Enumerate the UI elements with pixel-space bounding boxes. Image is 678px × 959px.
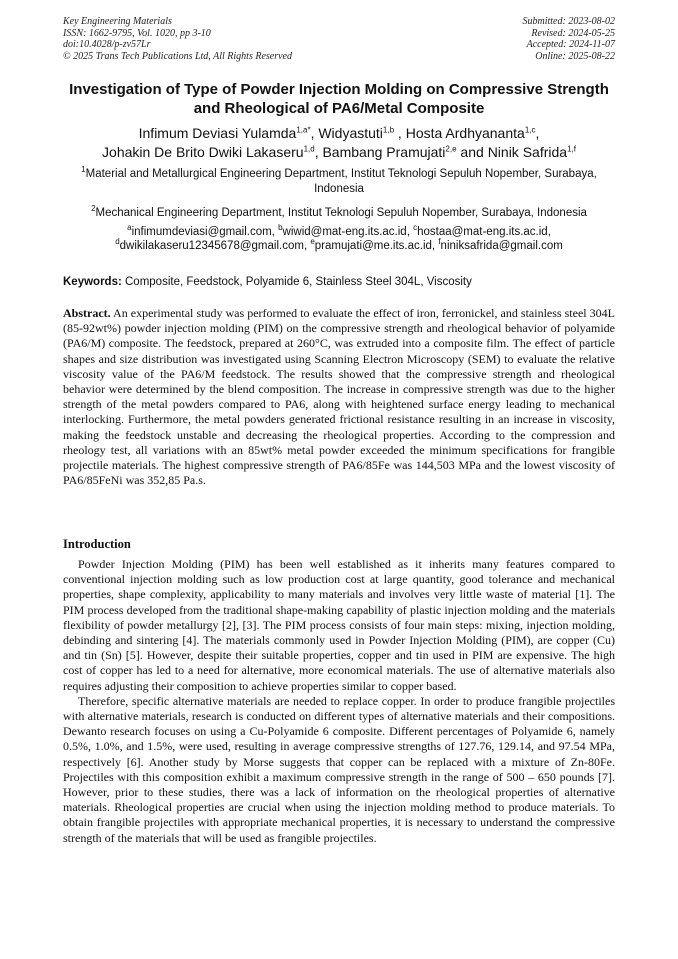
submitted-date: Submitted: 2023-08-02 <box>522 16 615 27</box>
journal-name: Key Engineering Materials <box>63 16 172 27</box>
email-address[interactable]: pramujati@me.its.ac.id <box>314 240 432 252</box>
keywords-text: Composite, Feedstock, Polyamide 6, Stainless Steel 304L, Viscosity <box>125 276 472 288</box>
revised-date: Revised: 2024-05-25 <box>531 27 615 39</box>
email-address[interactable]: niniksafrida@gmail.com <box>440 240 563 252</box>
email-sup: d <box>115 237 120 247</box>
email-list: $^a$infimumdeviasi@gmail.com, $^b$wiwid@mat-eng.its.ac.id, $^c$hostaa@mat-eng.its.ac.id, $^d$dwikilakaseru12345678@gmail.com, $^e$pramujati@me.its.ac.id, $^f$niniksafrida@gmail.com <box>115 223 563 252</box>
email-sup: e <box>310 237 315 247</box>
keywords-label: Keywords: <box>63 276 122 288</box>
author-affil-sup: 2,e <box>445 144 457 154</box>
abstract <box>63 306 615 488</box>
email-sup: f <box>438 237 441 247</box>
copyright-line: © 2025 Trans Tech Publications Ltd, All Rights Reserved <box>63 50 292 62</box>
author-list: Infimum Deviasi Yulamda$^{1,a*}$, Widyastuti$^{1,b}$ , Hosta Ardhyananta$^{1,c}$, Johakin De Brito Dwiki Lakaseru$^{1,d}$, Bambang Pramujati$^{2,e}$ and Ninik Safrida$^{1,f}$ <box>102 125 576 160</box>
issn-line: ISSN: 1662-9795, Vol. 1020, pp 3-10 <box>63 27 211 39</box>
author-affil-sup: 1,d <box>303 144 315 154</box>
affiliation-1 <box>63 167 615 196</box>
doi-line: doi:10.4028/p-zv57Lr <box>63 39 151 51</box>
affiliation-text: Mechanical Engineering Department, Institut Teknologi Sepuluh Nopember, Surabaya, Indonesia <box>95 207 587 219</box>
affiliation-sup: 1 <box>81 165 86 175</box>
email-address[interactable]: infimumdeviasi@gmail.com <box>131 226 272 238</box>
email-sup: c <box>413 223 418 233</box>
journal-header-right <box>523 16 616 62</box>
email-sup: b <box>278 223 283 233</box>
author-affil-sup: 1,a* <box>296 125 311 135</box>
affiliation-sup: 2 <box>91 204 96 214</box>
online-date: Online: 2025-08-22 <box>535 50 615 62</box>
keywords-line <box>63 275 615 289</box>
author-name: Widyastuti <box>318 125 383 141</box>
author-affil-sup: 1,f <box>567 144 576 154</box>
abstract-label: Abstract. <box>63 306 111 320</box>
author-name: Hosta Ardhyananta <box>405 125 525 141</box>
accepted-date: Accepted: 2024-11-07 <box>526 39 615 51</box>
affiliation-2 <box>63 206 615 221</box>
email-address[interactable]: dwikilakaseru12345678@gmail.com <box>119 240 304 252</box>
author-affil-sup: 1,b <box>382 125 395 135</box>
author-name: Bambang Pramujati <box>322 144 446 160</box>
author-name: Ninik Safrida <box>487 144 568 160</box>
introduction-body <box>63 557 615 846</box>
email-address[interactable]: hostaa@mat-eng.its.ac.id <box>417 226 548 238</box>
email-sup: a <box>127 223 132 233</box>
author-name: Johakin De Brito Dwiki Lakaseru <box>102 144 304 160</box>
email-address[interactable]: wiwid@mat-eng.its.ac.id <box>282 226 407 238</box>
author-affil-sup: 1,c <box>524 125 536 135</box>
paragraph: Therefore, specific alternative materials are needed to replace copper. In order to produce frangible projectiles with alternative materials, research is conducted on different types of alternative materials and their compositions. Dewanto research focuses on using a Cu-Polyamide 6 composite. Different percentages of Polyamide 6, namely 0.5%, 1.0%, and 1.5%, were used, resulting in average compressive strengths of 127.76, 129.14, and 97.54 MPa, respectively [6]. Another study by Morse suggests that copper can be replaced with a mixture of Zn-80Fe. Projectiles with this composition exhibit a maximum compressive strength in the range of 500 – 650 pounds [7]. However, prior to these studies, there was a lack of information on the rheological properties of alternative materials. Rheological properties are crucial when using the injection molding method to produce materials. To obtain frangible projectiles with appropriate mechanical properties, it is necessary to understand the compressive strength of the materials that will be used as frangible projectiles. <box>63 693 615 845</box>
journal-header-left <box>63 16 292 62</box>
affiliation-text: Material and Metallurgical Engineering Department, Institut Teknologi Sepuluh Nopember, Surabaya, Indonesia <box>85 168 597 195</box>
section-heading-introduction: Introduction <box>63 537 131 551</box>
paragraph: Powder Injection Molding (PIM) has been well established as it inherits many features compared to conventional injection molding such as low production cost at large quantity, good tolerance and mechanical properties, shape complexity, applicability to many materials and involves very little waste of material [1]. The PIM process developed from the traditional shape-making capability of plastic injection molding and the materials flexibility of powder metallurgy [2], [3]. The PIM process consists of four main steps: mixing, injection molding, debinding and sintering [4]. The materials commonly used in Powder Injection Molding (PIM), are copper (Cu) and tin (Sn) [5]. However, despite their suitable properties, copper and tin used in PIM are expensive. The high cost of copper has led to a need for alternative, more economical materials. The use of alternative materials also requires adjusting their composition to achieve properties similar to copper based. <box>63 557 615 693</box>
abstract-text: An experimental study was performed to evaluate the effect of iron, ferronickel, and stainless steel 304L (85-92wt%) powder injection molding (PIM) on the compressive strength and rheological behavior of polyamide (PA6/M) composite. The feedstock, prepared at 260°C, was extruded into a composite film. The effect of particle shapes and size distribution was investigated using Scanning Electron Microscopy (SEM) to evaluate the relative viscosity value of the PA6/M feedstock. The results showed that the compressive strength and rheological behavior were determined by the blend composition. The increase in compressive strength was due to the higher strength of the metal powders compared to PA6, along with heightened surface energy leading to mechanical interlocking. Furthermore, the metal powders generated frictional resistance resulting in an increase in viscosity, making the feedstock unstable and decreasing the rheological properties. According to the compression and rheology test, all variations with an 85wt% metal powder exceeded the minimum specifications for frangible projectile materials. The highest compressive strength of PA6/85Fe was 144,503 MPa and the lowest viscosity of PA6/85FeNi was 352,85 Pa.s. <box>63 306 615 488</box>
paper-title: Investigation of Type of Powder Injection Molding on Compressive Strength and Rheological of PA6/Metal Composite <box>69 81 609 117</box>
author-name: Infimum Deviasi Yulamda <box>138 125 297 141</box>
